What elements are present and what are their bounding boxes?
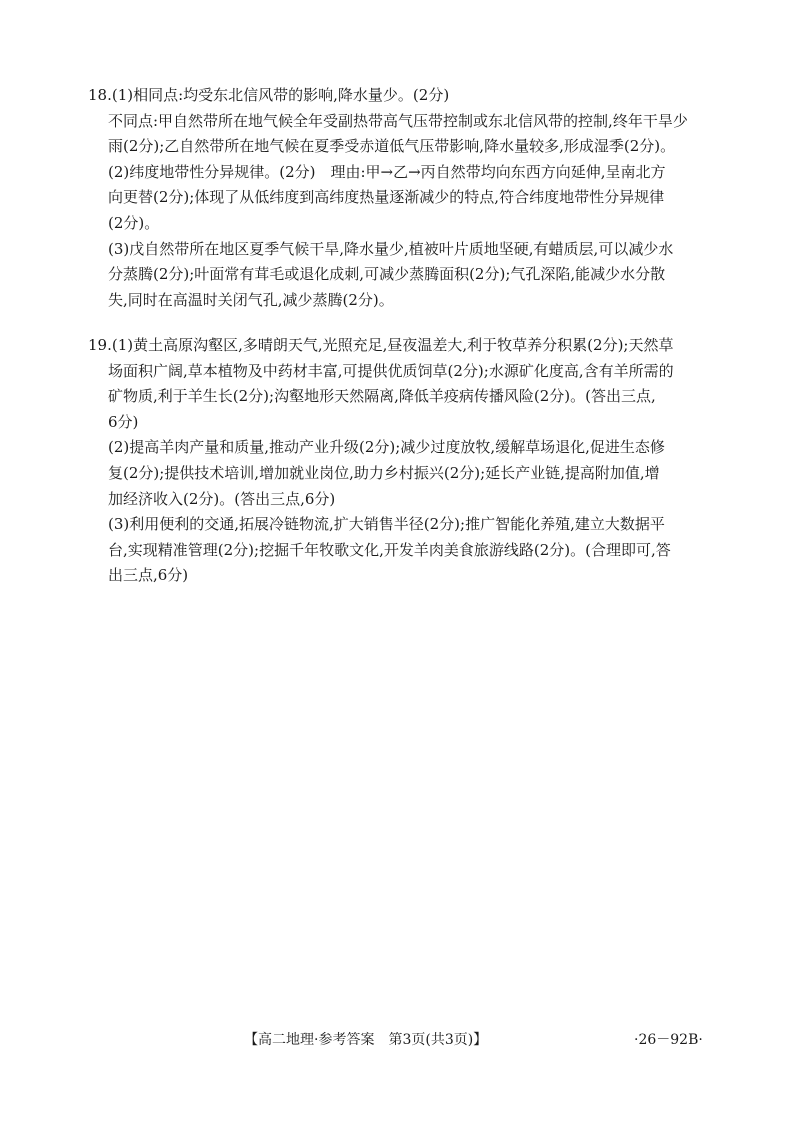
question-number: 18. [88,86,112,104]
answer-line: (2分)。 [108,213,160,232]
answer-line: 台,实现精准管理(2分);挖掘千年牧歌文化,开发羊肉美食旅游线路(2分)。(合理即可,答 [108,540,671,559]
answer-line: (2)提高羊肉产量和质量,推动产业升级(2分);减少过度放牧,缓解草场退化,促进生态修 [108,438,665,457]
answer-line: 雨(2分);乙自然带所在地气候在夏季受赤道低气压带影响,降水量较多,形成湿季(2分)。 [108,137,676,156]
answer-line: (3)戊自然带所在地区夏季气候干旱,降水量少,植被叶片质地坚硬,有蜡质层,可以减少水 [108,239,674,258]
answer-text: (1)相同点:均受东北信风带的影响,降水量少。(2分) [111,86,450,104]
answer-line: 出三点,6分) [108,566,189,585]
question-19-answer [88,333,724,589]
answer-line: 6分) [108,412,139,431]
answer-line: (3)利用便利的交通,拓展冷链物流,扩大销售半径(2分);推广智能化养殖,建立大数据平 [108,515,665,534]
answer-line: 加经济收入(2分)。(答出三点,6分) [108,489,336,508]
answer-line: 场面积广阔,草本植物及中药材丰富,可提供优质饲草(2分);水源矿化度高,含有羊所需的 [108,361,674,380]
answer-line: 分蒸腾(2分);叶面常有茸毛或退化成刺,可减少蒸腾面积(2分);气孔深陷,能减少水分散 [108,265,666,284]
question-number: 19. [88,336,112,354]
answer-line: 向更替(2分);体现了从低纬度到高纬度热量逐渐减少的特点,符合纬度地带性分异规律 [108,188,665,207]
question-18-answer [88,83,724,313]
page-footer-title: 【高二地理·参考答案 第3页(共3页)】 [244,1032,488,1048]
answer-line: 不同点:甲自然带所在地气候全年受副热带高气压带控制或东北信风带的控制,终年干旱少 [108,111,688,130]
answer-text: (1)黄土高原沟壑区,多晴朗天气,光照充足,昼夜温差大,利于牧草养分积累(2分);天然草 [111,336,674,354]
answer-line [88,333,724,359]
paper-code: ·26－92B· [634,1032,703,1048]
answer-line: 矿物质,利于羊生长(2分);沟壑地形天然隔离,降低羊疫病传播风险(2分)。(答出三点, [108,387,656,406]
answer-line: 失,同时在高温时关闭气孔,减少蒸腾(2分)。 [108,290,394,309]
answer-line [88,83,724,109]
answer-line: (2)纬度地带性分异规律。(2分) 理由:甲→乙→丙自然带均向东西方向延伸,呈南北方 [108,162,666,181]
answer-line: 复(2分);提供技术培训,增加就业岗位,助力乡村振兴(2分);延长产业链,提高附加值,增 [108,463,660,482]
